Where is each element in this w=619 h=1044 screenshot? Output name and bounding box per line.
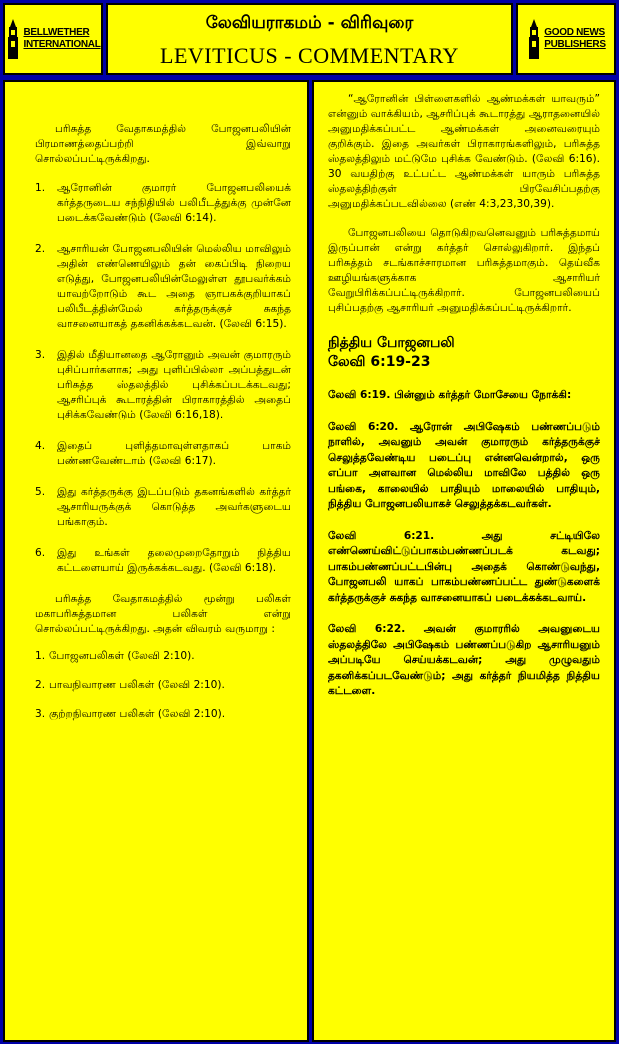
section-heading-reference: லேவி 6:19-23: [328, 354, 431, 370]
good-news-logo-line1: GOOD NEWS: [544, 27, 605, 38]
list-item: [35, 348, 291, 423]
bellwether-logo-box: [3, 3, 103, 75]
list-item-text: ஆரோனின் குமாரர் போஜனபலியைக் கர்த்தருடைய சந்நிதியில் பலிபீடத்துக்கு முன்னே படைக்கவேண்டும் (லேவி 6:14).: [57, 182, 291, 224]
bell-tower-icon: [526, 19, 542, 59]
bellwether-logo: [5, 19, 100, 59]
list-item-number: 1.: [35, 650, 46, 662]
offering-rules-list: [35, 181, 291, 576]
bellwether-logo-line2: INTERNATIONAL: [23, 39, 101, 50]
page-title-english: LEVITICUS - COMMENTARY: [160, 43, 459, 68]
list-item: [35, 181, 291, 226]
good-news-logo-line2: PUBLISHERS: [544, 39, 606, 50]
section-heading: [328, 334, 600, 372]
verse-paragraph: லேவி 6:21. அது சட்டியிலே எண்ணெய்விட்டுப்பாகம்பண்ணப்படக் கடவது; பாகம்பண்ணப்பட்டபின்பு அதைக் கொண்டுவந்து, போஜனபலி யாகப் பாகம்பண்ணப்பட்ட துண்டுகளைக் கர்த்தருக்குச் சுகந்த வாசனையாகப் படைக்கக்கடவாய்.: [328, 529, 600, 604]
list-item-number: 3.: [35, 349, 46, 361]
sacrifices-list: [35, 649, 291, 722]
bellwether-logo-line1: BELLWETHER: [23, 27, 90, 38]
list-item-number: 2.: [35, 679, 46, 691]
good-news-logo: [526, 19, 605, 59]
section-heading-title: நித்திய போஜனபலி: [328, 335, 455, 351]
list-item-text: இதில் மீதியானதை ஆரோனும் அவன் குமாரரும் புசிப்பார்களாக; அது புளிப்பில்லா அப்பத்துடன் பரிசுத்த ஸ்தலத்தில் புசிக்கப்படக்கடவது; ஆசரிப்புக் கூடாரத்தின் பிராகாரத்தில் அதைப் புசிக்கவேண்டும் (லேவி 6:16,18).: [57, 349, 291, 421]
title-box: [106, 3, 513, 75]
bell-tower-icon: [5, 19, 21, 59]
list-item-text: ஆசாரியன் போஜனபலியின் மெல்லிய மாவிலும் அதின் எண்ணெயிலும் தன் கைப்பிடி நிறைய எடுத்து, போஜனபலியின்மேலுள்ள தூபவர்க்கம் யாவற்றோடும் கூட அதை ஞாபகக்குறியாகப் பலிபீடத்தின்மேல் கர்த்தருக்குச் சுகந்த வாசனையாகத் தகனிக்கக்கடவன். (லேவி 6:15).: [57, 243, 291, 330]
list-item-text: போஜனபலிகள் (லேவி 2:10).: [49, 650, 195, 662]
list-item: [35, 439, 291, 469]
right-paragraph-1: “ஆரோனின் பிள்ளைகளில் ஆண்மக்கள் யாவரும்” என்னும் வாக்கியம், ஆசரிப்புக் கூடாரத்து ஆராதனையில் அனுமதிக்கப்பட்ட ஆண்மக்கள் அனைவரையும் குறிக்கும். இதை அவர்கள் பிராகாரங்களிலும், பரிசுத்த ஸ்தலத்திலும் மட்டுமே புசிக்க வேண்டும். (லேவி 6:16). 30 வயதிற்கு உட்பட்ட ஆண்மக்கள் யாரும் பரிசுத்த ஸ்தலத்திற்குள் பிரவேசிப்பதற்கு அனுமதிக்கப்படவில்லை (எண் 4:3,23,30,39).: [328, 93, 600, 210]
list-item: [35, 242, 291, 332]
verse-paragraph: லேவி 6:22. அவன் குமாரரில் அவனுடைய ஸ்தலத்திலே அபிஷேகம் பண்ணப்படுகிற ஆசாரியனும் அப்படியே செய்யக்கடவன்; அது முழுவதும் தகனிக்கப்படவேண்டும்; அது கர்த்தர் நியமித்த நித்திய கட்டளை.: [328, 623, 600, 697]
list-item-number: 1.: [35, 182, 46, 194]
list-item-text: குற்றநிவாரண பலிகள் (லேவி 2:10).: [49, 708, 226, 720]
good-news-logo-box: [516, 3, 616, 75]
list-item-number: 4.: [35, 440, 46, 452]
verse-paragraph: லேவி 6:19. பின்னும் கர்த்தர் மோசேயை நோக்கி:: [328, 389, 572, 401]
verse-paragraph: லேவி 6:20. ஆரோன் அபிஷேகம் பண்ணப்படும் நாளில், அவனும் அவன் குமாரரும் கர்த்தருக்குச் செலுத்தவேண்டிய படைப்பு என்னவென்றால், ஒரு எப்பா அளவான மெல்லிய மாவிலே பத்தில் ஒரு பங்கை, காலையில் பாதியும் மாலையில் பாதியும், நித்திய போஜனபலியாகச் செலுத்தக்கடவர்கள்.: [328, 420, 600, 510]
list-item: [35, 485, 291, 530]
left-intro-paragraph: பரிசுத்த வேதாகமத்தில் போஜனபலியின் பிரமாணத்தைப்பற்றி இவ்வாறு சொல்லப்பட்டிருக்கிறது.: [35, 123, 291, 165]
list-item: [35, 707, 291, 722]
right-column: [312, 80, 616, 1042]
page-title-tamil: லேவியராகமம் - விரிவுரை: [205, 13, 414, 33]
right-paragraph-2: போஜனபலியை தொடுகிறவனெவனும் பரிசுத்தமாய் இருப்பான் என்று கர்த்தர் சொல்லுகிறார். இந்தப் பரிசுத்தம் சடங்காச்சாரமான பரிசுத்தமாகும். தெய்வீக ஊழியங்களுக்காக ஆசாரியர் வேறுபிரிக்கப்பட்டிருக்கிறார். போஜனபலியைப் புசிப்பதற்கு ஆசாரியர் அனுமதிக்கப்பட்டிருக்கிறார்.: [328, 227, 600, 314]
list-item: [35, 546, 291, 576]
left-column: [3, 80, 309, 1042]
list-item-text: பாவநிவாரண பலிகள் (லேவி 2:10).: [49, 679, 225, 691]
three-sacrifices-intro: பரிசுத்த வேதாகமத்தில் மூன்று பலிகள் மகாபரிசுத்தமான பலிகள் என்று சொல்லப்பட்டிருக்கிறது. அதன் விவரம் வருமாறு :: [35, 593, 291, 635]
list-item-text: இதைப் புளித்தமாவுள்ளதாகப் பாகம் பண்ணவேண்டாம் (லேவி 6:17).: [57, 440, 291, 467]
list-item-text: இது கர்த்தருக்கு இடப்படும் தகனங்களில் கர்த்தர் ஆசாரியருக்குக் கொடுத்த அவர்களுடைய பங்காகும்.: [57, 486, 291, 528]
list-item: [35, 649, 291, 664]
list-item-text: இது உங்கள் தலைமுறைதோறும் நித்திய கட்டளையாய் இருக்கக்கடவது. (லேவி 6:18).: [57, 547, 291, 574]
list-item: [35, 678, 291, 693]
list-item-number: 3.: [35, 708, 46, 720]
list-item-number: 5.: [35, 486, 46, 498]
list-item-number: 2.: [35, 243, 46, 255]
list-item-number: 6.: [35, 547, 46, 559]
